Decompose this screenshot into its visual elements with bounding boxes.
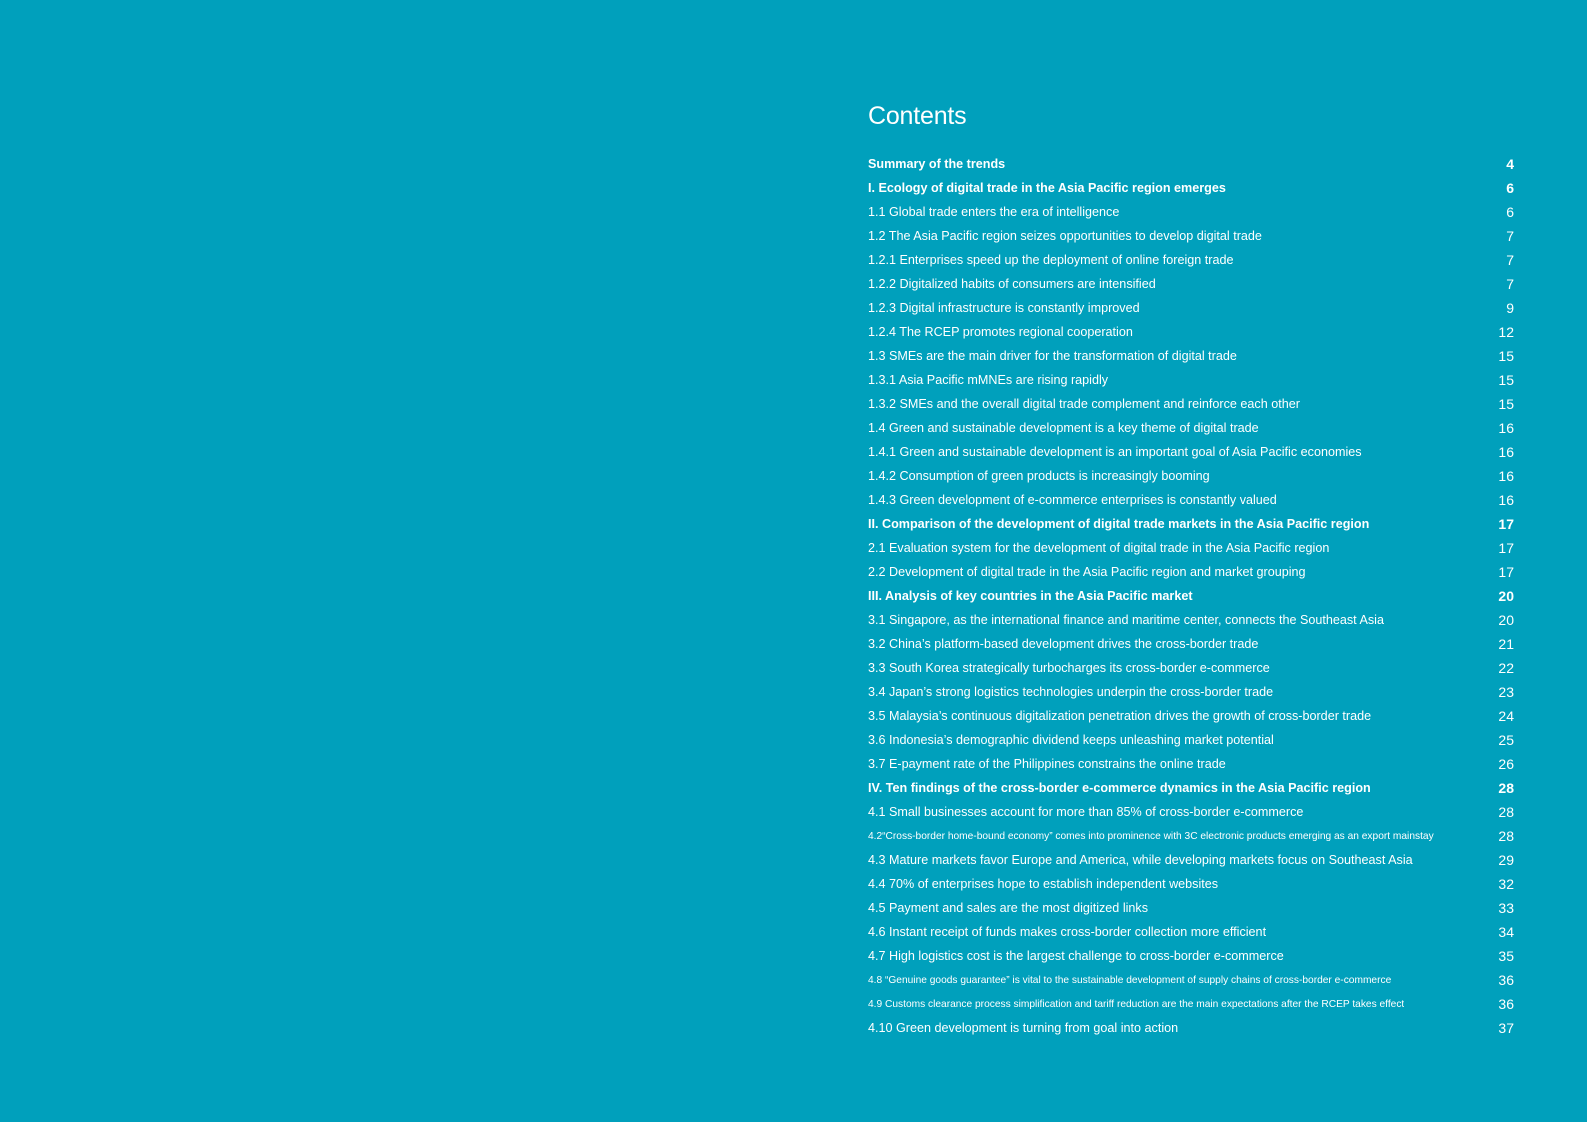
toc-page-number: 16	[1498, 492, 1514, 508]
toc-entry-label: 1.4.3 Green development of e-commerce enterprises is constantly valued	[868, 493, 1277, 507]
toc-entry-label: 1.4 Green and sustainable development is a key theme of digital trade	[868, 421, 1259, 435]
toc-page-number: 15	[1498, 372, 1514, 388]
toc-page-number: 28	[1498, 780, 1514, 796]
toc-entry-row[interactable]	[868, 224, 1514, 248]
toc-entry-label: 1.3.1 Asia Pacific mMNEs are rising rapidly	[868, 373, 1109, 387]
table-of-contents	[868, 98, 1514, 1040]
toc-entry-label: 3.5 Malaysia’s continuous digitalization penetration drives the growth of cross-border trade	[868, 709, 1372, 723]
toc-page-number: 20	[1498, 612, 1514, 628]
toc-entry-label: III. Analysis of key countries in the Asia Pacific market	[868, 589, 1193, 603]
toc-page-number: 15	[1498, 396, 1514, 412]
toc-entry-row[interactable]	[868, 272, 1514, 296]
toc-entry-label: 3.3 South Korea strategically turbocharges its cross-border e-commerce	[868, 661, 1270, 675]
toc-entry-label: 4.2“Cross-border home-bound economy” comes into prominence with 3C electronic products emerging as an export mainstay	[868, 830, 1434, 842]
toc-entry-label: 3.6 Indonesia’s demographic dividend keeps unleashing market potential	[868, 733, 1274, 747]
toc-entry-label: 2.1 Evaluation system for the development of digital trade in the Asia Pacific region	[868, 541, 1330, 555]
toc-page-number: 20	[1498, 588, 1514, 604]
toc-page-number: 35	[1498, 948, 1514, 964]
toc-page-number: 16	[1498, 420, 1514, 436]
toc-entry-row[interactable]	[868, 968, 1514, 992]
toc-section-row[interactable]	[868, 776, 1514, 800]
toc-list	[868, 152, 1514, 1040]
toc-entry-label: 4.4 70% of enterprises hope to establish independent websites	[868, 877, 1219, 891]
toc-entry-row[interactable]	[868, 872, 1514, 896]
toc-entry-row[interactable]	[868, 800, 1514, 824]
toc-entry-row[interactable]	[868, 824, 1514, 848]
toc-entry-label: 1.2.3 Digital infrastructure is constantly improved	[868, 301, 1140, 315]
toc-entry-row[interactable]	[868, 560, 1514, 584]
toc-page-number: 21	[1498, 636, 1514, 652]
toc-entry-label: I. Ecology of digital trade in the Asia Pacific region emerges	[868, 181, 1226, 195]
toc-entry-row[interactable]	[868, 896, 1514, 920]
toc-page-number: 16	[1498, 444, 1514, 460]
toc-entry-label: II. Comparison of the development of digital trade markets in the Asia Pacific region	[868, 517, 1370, 531]
page-title: Contents	[868, 102, 967, 130]
toc-entry-label: 1.4.1 Green and sustainable development is an important goal of Asia Pacific economies	[868, 445, 1362, 459]
toc-entry-label: 3.4 Japan’s strong logistics technologies underpin the cross-border trade	[868, 685, 1274, 699]
toc-page-number: 29	[1498, 852, 1514, 868]
toc-page-number: 6	[1506, 204, 1514, 220]
toc-entry-label: 1.2 The Asia Pacific region seizes opportunities to develop digital trade	[868, 229, 1262, 243]
toc-section-row[interactable]	[868, 512, 1514, 536]
toc-entry-label: 1.2.4 The RCEP promotes regional cooperation	[868, 325, 1133, 339]
toc-entry-label: 4.10 Green development is turning from goal into action	[868, 1021, 1179, 1035]
toc-page-number: 25	[1498, 732, 1514, 748]
toc-page-number: 7	[1506, 276, 1514, 292]
toc-entry-label: 2.2 Development of digital trade in the Asia Pacific region and market grouping	[868, 565, 1306, 579]
toc-entry-row[interactable]	[868, 296, 1514, 320]
toc-page-number: 23	[1498, 684, 1514, 700]
toc-section-row[interactable]	[868, 584, 1514, 608]
toc-entry-row[interactable]	[868, 200, 1514, 224]
toc-entry-row[interactable]	[868, 728, 1514, 752]
toc-entry-row[interactable]	[868, 488, 1514, 512]
toc-entry-label: 4.6 Instant receipt of funds makes cross-border collection more efficient	[868, 925, 1267, 939]
toc-entry-label: 1.3 SMEs are the main driver for the transformation of digital trade	[868, 349, 1237, 363]
toc-entry-label: Summary of the trends	[868, 157, 1006, 171]
toc-page-number: 4	[1506, 156, 1514, 172]
toc-entry-row[interactable]	[868, 632, 1514, 656]
toc-entry-row[interactable]	[868, 944, 1514, 968]
toc-section-row[interactable]	[868, 176, 1514, 200]
toc-entry-row[interactable]	[868, 992, 1514, 1016]
toc-entry-row[interactable]	[868, 656, 1514, 680]
toc-page-number: 28	[1498, 828, 1514, 844]
toc-page-number: 26	[1498, 756, 1514, 772]
toc-page-number: 15	[1498, 348, 1514, 364]
toc-page-number: 9	[1506, 300, 1514, 316]
toc-entry-label: 4.1 Small businesses account for more than 85% of cross-border e-commerce	[868, 805, 1304, 819]
toc-page-number: 32	[1498, 876, 1514, 892]
toc-entry-row[interactable]	[868, 368, 1514, 392]
toc-page-number: 12	[1498, 324, 1514, 340]
toc-section-row[interactable]	[868, 152, 1514, 176]
toc-entry-label: 1.3.2 SMEs and the overall digital trade complement and reinforce each other	[868, 397, 1300, 411]
toc-page-number: 24	[1498, 708, 1514, 724]
toc-entry-row[interactable]	[868, 464, 1514, 488]
toc-entry-label: 1.1 Global trade enters the era of intelligence	[868, 205, 1120, 219]
toc-page-number: 36	[1498, 996, 1514, 1012]
toc-entry-label: 4.3 Mature markets favor Europe and America, while developing markets focus on Southeast Asia	[868, 853, 1413, 867]
toc-entry-row[interactable]	[868, 1016, 1514, 1040]
toc-page-number: 17	[1498, 516, 1514, 532]
toc-entry-row[interactable]	[868, 920, 1514, 944]
toc-entry-row[interactable]	[868, 608, 1514, 632]
toc-entry-row[interactable]	[868, 440, 1514, 464]
toc-entry-row[interactable]	[868, 416, 1514, 440]
toc-entry-label: 3.2 China’s platform-based development drives the cross-border trade	[868, 637, 1259, 651]
toc-entry-row[interactable]	[868, 704, 1514, 728]
toc-page-number: 17	[1498, 540, 1514, 556]
toc-entry-label: 1.2.1 Enterprises speed up the deployment of online foreign trade	[868, 253, 1234, 267]
toc-entry-label: 1.2.2 Digitalized habits of consumers are intensified	[868, 277, 1156, 291]
toc-page-number: 22	[1498, 660, 1514, 676]
toc-entry-label: 4.7 High logistics cost is the largest challenge to cross-border e-commerce	[868, 949, 1284, 963]
toc-entry-row[interactable]	[868, 752, 1514, 776]
toc-entry-label: 4.9 Customs clearance process simplification and tariff reduction are the main expectations after the RCEP takes effect	[868, 998, 1405, 1010]
toc-entry-row[interactable]	[868, 392, 1514, 416]
toc-page-number: 7	[1506, 252, 1514, 268]
toc-entry-row[interactable]	[868, 248, 1514, 272]
toc-page-number: 17	[1498, 564, 1514, 580]
toc-entry-row[interactable]	[868, 680, 1514, 704]
toc-page-number: 34	[1498, 924, 1514, 940]
toc-entry-row[interactable]	[868, 344, 1514, 368]
toc-entry-label: IV. Ten findings of the cross-border e-commerce dynamics in the Asia Pacific region	[868, 781, 1371, 795]
toc-page-number: 7	[1506, 228, 1514, 244]
toc-page-number: 16	[1498, 468, 1514, 484]
toc-entry-row[interactable]	[868, 536, 1514, 560]
toc-page-number: 36	[1498, 972, 1514, 988]
toc-page-number: 37	[1498, 1020, 1514, 1036]
toc-entry-label: 3.7 E-payment rate of the Philippines constrains the online trade	[868, 757, 1226, 771]
toc-entry-row[interactable]	[868, 848, 1514, 872]
toc-page-number: 33	[1498, 900, 1514, 916]
toc-entry-label: 4.5 Payment and sales are the most digitized links	[868, 901, 1149, 915]
toc-entry-label: 3.1 Singapore, as the international finance and maritime center, connects the Southeast Asia	[868, 613, 1384, 627]
toc-page-number: 6	[1506, 180, 1514, 196]
toc-entry-label: 4.8 “Genuine goods guarantee” is vital to the sustainable development of supply chains of cross-border e-commerce	[868, 974, 1392, 986]
toc-entry-row[interactable]	[868, 320, 1514, 344]
toc-page-number: 28	[1498, 804, 1514, 820]
toc-entry-label: 1.4.2 Consumption of green products is increasingly booming	[868, 469, 1210, 483]
